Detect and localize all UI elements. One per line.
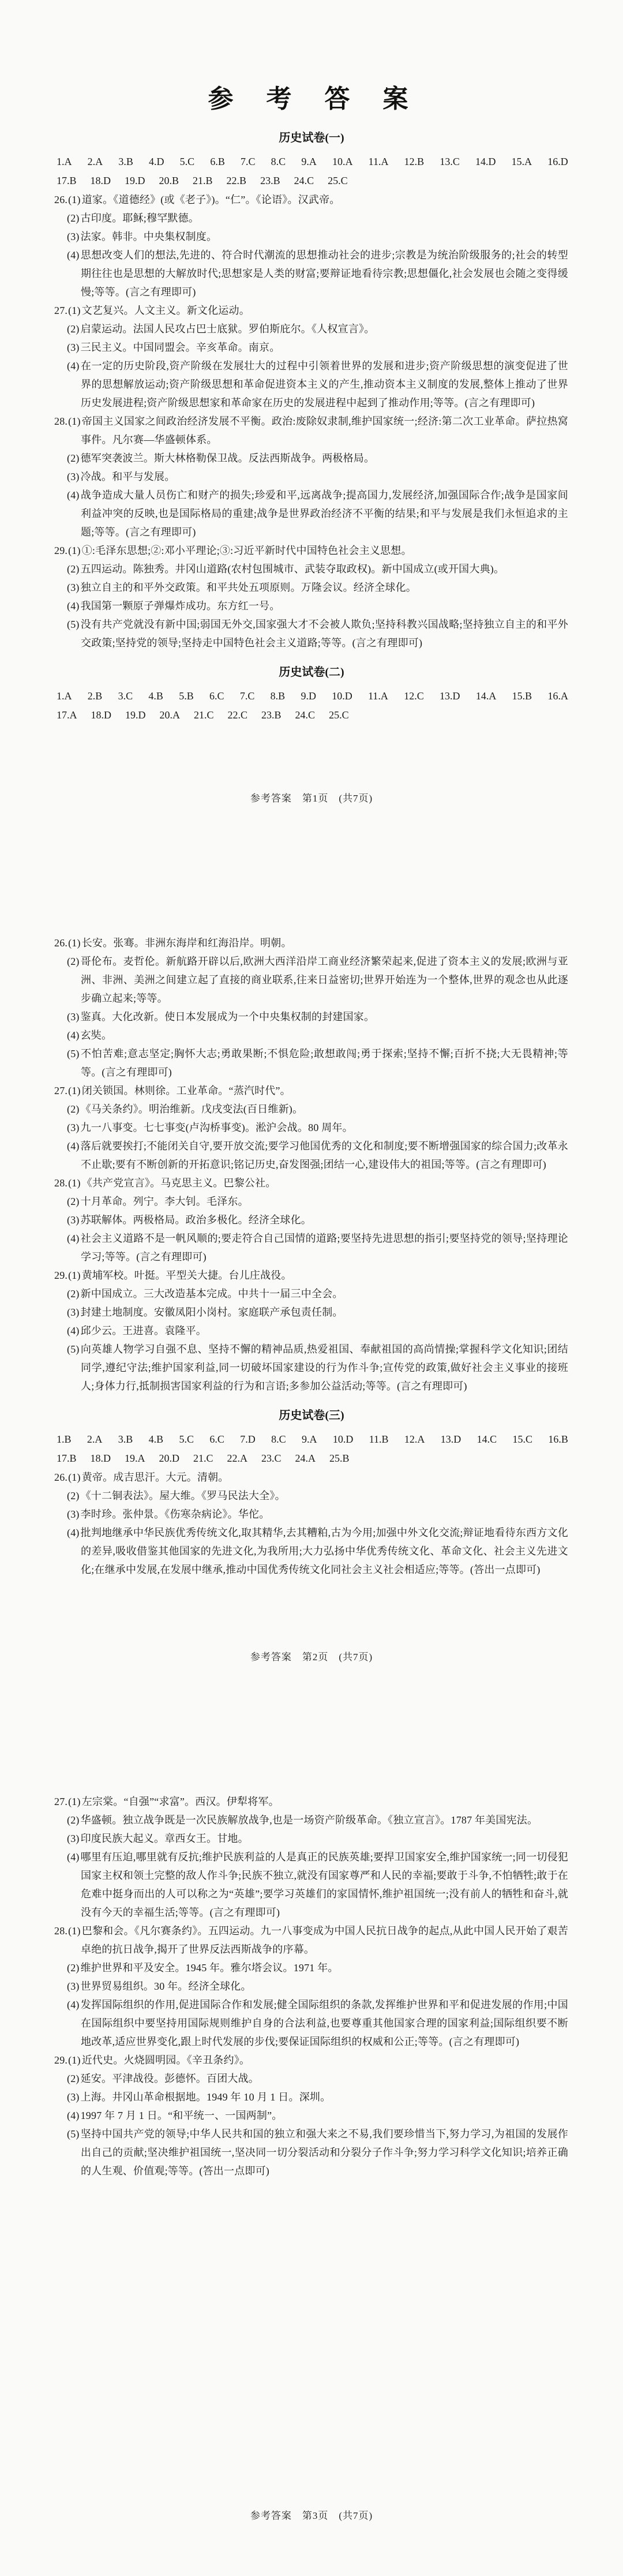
multiple-choice-answers-row (57, 687, 568, 706)
multiple-choice-answers-row (57, 1449, 568, 1468)
answer-text: 没有共产党就没有新中国;弱国无外交,国家强大才不会被人欺负;坚持科教兴国战略;坚持独立自主的和平外交政策;坚持党的领导;坚持走中国特色社会主义道路;等等。(言之有理即可) (80, 619, 568, 649)
answer-text: 五四运动。陈独秀。井冈山道路(农村包围城市、武装夺取政权)。新中国成立(或开国大典)。 (80, 563, 505, 575)
choice-answer: 7.D (240, 1433, 256, 1445)
answer-text: 思想改变人们的想法,先进的、符合时代潮流的思想推动社会的进步;宗教是为统治阶级服务的;社会的转型期往往也是思想的大解放时代;思想家是人类的财富;要辩证地看待宗教;思想僵化,社会发展也会随之变得缓慢;等等。(言之有理即可) (80, 249, 568, 298)
choice-answer: 8.B (270, 690, 286, 702)
sub-question-number: (1) (68, 1925, 81, 1937)
answer-text: 黄埔军校。叶挺。平型关大捷。台儿庄战役。 (81, 1270, 292, 1281)
answer-text: 维护世界和平及安全。1945 年。雅尔塔会议。1971 年。 (80, 1962, 339, 1974)
choice-answer: 18.D (91, 709, 111, 721)
sub-question-number: (5) (67, 619, 80, 630)
answer-text: 玄奘。 (80, 1029, 112, 1041)
choice-answer: 7.C (240, 156, 256, 167)
sub-question-number: (2) (67, 1814, 80, 1826)
choice-answer: 23.B (261, 709, 282, 721)
sub-question-number: (1) (68, 1085, 81, 1096)
choice-answer: 15.B (512, 690, 532, 702)
answer-text: 批判地继承中华民族优秀传统文化,取其精华,去其糟粕,古为今用;加强中外文化交流;辩证地看待东西方文化的差异,吸收借鉴其他国家的先进文化,为我所用;大力弘扬中华优秀传统文化、革命文化、社会主义先进文化;在继承中发展,在发展中继承,推动中国优秀传统文化同社会主义社会相适应;等等。(答出一点即可) (80, 1527, 568, 1575)
sub-question-number: (3) (67, 2091, 80, 2103)
choice-answer: 23.B (260, 175, 280, 186)
choice-answer: 12.A (404, 1433, 425, 1445)
answer-text: 近代史。火烧圆明园。《辛丑条约》。 (81, 2054, 250, 2066)
answer-text: 战争造成大量人员伤亡和财产的损失;珍爱和平,远离战争;提高国力,发展经济,加强国际合作;战争是国家间利益冲突的反映,也是国际格局的重建;战争是世界政治经济不平衡的结果;和平与发展是我们永恒追求的主题;等等。(言之有理即可) (80, 489, 568, 538)
choice-answer: 17.B (57, 175, 77, 186)
sub-question-number: (5) (67, 1343, 80, 1355)
sub-question-number: (1) (68, 937, 81, 949)
answer-item (35, 227, 568, 246)
question-number: 29. (54, 1270, 68, 1281)
document-title: 参 考 答 案 (208, 85, 415, 113)
sub-question-number: (2) (67, 1962, 80, 1974)
choice-answer: 17.A (57, 709, 77, 721)
sub-question-number: (3) (67, 471, 80, 482)
sub-question-number: (4) (67, 1029, 80, 1041)
sub-question-number: (4) (67, 600, 80, 612)
choice-answer: 1.B (57, 1433, 72, 1445)
answer-item (35, 1848, 568, 1922)
answer-item (35, 1505, 568, 1523)
section-header: 历史试卷(三) (279, 1409, 344, 1422)
sub-question-number: (1) (68, 194, 81, 205)
answer-text: 印度民族大起义。章西女王。甘地。 (80, 1833, 249, 1844)
sub-question-number: (1) (68, 2054, 81, 2066)
sub-question-number: (5) (67, 1048, 80, 1059)
sub-question-number: (4) (67, 249, 80, 261)
choice-answer: 2.A (87, 156, 103, 167)
sub-question-number: (1) (68, 305, 81, 316)
choice-answer: 3.C (118, 690, 133, 702)
answer-item (35, 1995, 568, 2051)
answer-text: 哪里有压迫,哪里就有反抗;维护民族利益的人是真正的民族英雄;要捍卫国家安全,维护国家统一;同一切侵犯国家主权和领土完整的敌人作斗争;民族不独立,就没有国家尊严和人民的幸福;要敢于斗争,不怕牺牲;敢于在危难中挺身而出的人可以称之为“英雄”;要学习英雄们的家国情怀,维护祖国统一;没有前人的牺牲和奋斗,就没有今天的幸福生活;等等。(言之有理即可) (80, 1851, 568, 1918)
answer-text: 不怕苦难;意志坚定;胸怀大志;勇敢果断;不惧危险;敢想敢闯;勇于探索;坚持不懈;百折不挠;大无畏精神;等等。(言之有理即可) (80, 1048, 568, 1078)
answer-item (35, 1192, 568, 1211)
answer-item (35, 1811, 568, 1829)
page-footer: 参考答案 第1页 (共7页) (250, 793, 373, 804)
answer-item (35, 1081, 568, 1100)
sub-question-number: (4) (67, 1527, 80, 1538)
multiple-choice-answers-row (57, 706, 568, 725)
answer-item (35, 1211, 568, 1229)
question-number: 27. (54, 1796, 68, 1807)
answer-text: 左宗棠。“自强”“求富”。西汉。伊犁将军。 (81, 1796, 279, 1807)
sub-question-number: (4) (67, 1233, 80, 1244)
choice-answer: 21.B (193, 175, 213, 186)
choice-answer: 5.C (179, 156, 195, 167)
question-number: 29. (54, 545, 68, 556)
choice-answer: 16.D (547, 156, 568, 167)
answer-item (35, 1008, 568, 1026)
answer-item (35, 1829, 568, 1848)
choice-answer: 7.C (239, 690, 255, 702)
question-number: 28. (54, 1177, 68, 1189)
choice-answer: 5.B (179, 690, 194, 702)
answer-item (35, 1977, 568, 1995)
choice-answer: 14.D (475, 156, 496, 167)
answer-text: 独立自主的和平外交政策。和平共处五项原则。万隆会议。经济全球化。 (80, 582, 416, 593)
choice-answer: 11.A (368, 156, 389, 167)
choice-answer: 19.A (125, 1452, 145, 1464)
page-2-content (0, 859, 623, 1579)
answer-text: 新中国成立。三大改造基本完成。中共十一届三中全会。 (80, 1288, 343, 1300)
choice-answer: 13.D (440, 690, 460, 702)
question-number: 26. (54, 194, 68, 205)
page-footer: 参考答案 第2页 (共7页) (250, 1652, 373, 1663)
sub-question-number: (4) (67, 1999, 80, 2010)
choice-answer: 16.B (548, 1433, 568, 1445)
answer-text: 延安。平津战役。彭德怀。百团大战。 (80, 2073, 259, 2084)
answer-item (35, 541, 568, 560)
answer-text: 法家。韩非。中央集权制度。 (80, 231, 217, 242)
answer-item (35, 2051, 568, 2069)
answer-text: 我国第一颗原子弹爆炸成功。东方红一号。 (80, 600, 280, 612)
choice-answer: 24.A (295, 1452, 316, 1464)
choice-answer: 2.A (87, 1433, 103, 1445)
page-3 (0, 1717, 623, 2576)
choice-answer: 25.B (329, 1452, 350, 1464)
question-number: 27. (54, 1085, 68, 1096)
answer-text: 长安。张骞。非洲东海岸和红海沿岸。明朝。 (81, 937, 292, 949)
choice-answer: 10.A (332, 156, 353, 167)
sub-question-number: (2) (67, 452, 80, 464)
answer-item (35, 1118, 568, 1137)
answer-text: 在一定的历史阶段,资产阶级在发展壮大的过程中引领着世界的发展和进步;资产阶级思想的演变促进了世界的思想解放运动;资产阶级思想和革命促进资本主义的产生,推动资本主义制度的发展,整体上推动了世界历史发展进程;资产阶级思想家和革命家在历史的发展进程中起到了推动作用;等等。(言之有理即可) (80, 360, 568, 409)
sub-question-number: (3) (67, 342, 80, 353)
answer-text: 《马关条约》。明治维新。戊戌变法(百日维新)。 (80, 1103, 303, 1115)
choice-answer: 16.A (547, 690, 568, 702)
choice-answer: 13.D (440, 1433, 461, 1445)
page-2 (0, 859, 623, 1717)
sub-question-number: (3) (67, 1214, 80, 1226)
answer-text: 《共产党宣言》。马克思主义。巴黎公社。 (81, 1177, 276, 1189)
section-header: 历史试卷(二) (279, 666, 344, 679)
answer-item (35, 1523, 568, 1579)
answer-text: 向英雄人物学习自强不息、坚持不懈的精神品质,热爱祖国、奉献祖国的高尚情操;掌握科学文化知识;团结同学,遵纪守法;维护国家利益,同一切破坏国家建设的行为作斗争;宣传党的政策,做好社会主义事业的接班人;身体力行,抵制损害国家利益的行为和言语;多参加公益活动;等等。(言之有理即可) (80, 1343, 568, 1392)
answer-item (35, 412, 568, 449)
answer-text: 古印度。耶稣;穆罕默德。 (80, 212, 199, 224)
answer-text: 邱少云。王进喜。袁隆平。 (80, 1325, 207, 1336)
choice-answer: 6.B (210, 156, 225, 167)
choice-answer: 3.B (118, 156, 133, 167)
choice-answer: 1.A (57, 156, 72, 167)
answer-text: 三民主义。中国同盟会。辛亥革命。南京。 (80, 342, 280, 353)
answer-item (35, 1487, 568, 1505)
sub-question-number: (1) (68, 1796, 81, 1807)
page-footer: 参考答案 第3页 (共7页) (250, 2510, 373, 2521)
sub-question-number: (3) (67, 1122, 80, 1133)
sub-question-number: (5) (67, 2128, 80, 2140)
choice-answer: 12.C (404, 690, 424, 702)
answer-item (35, 2069, 568, 2088)
answer-item (35, 1303, 568, 1321)
sub-question-number: (1) (68, 415, 81, 427)
answer-text: 黄帝。成吉思汗。大元。清朝。 (81, 1472, 229, 1483)
answer-text: 九一八事变。七七事变(卢沟桥事变)。淞沪会战。80 周年。 (80, 1122, 353, 1133)
answer-text: 落后就要挨打;不能闭关自守,要开放交流;要学习他国优秀的文化和制度;要不断增强国家的综合国力;改革永不止歇;要有不断创新的开拓意识;铭记历史,奋发图强;团结一心,建设伟大的祖国;等等。(言之有理即可) (80, 1140, 568, 1170)
choice-answer: 8.C (271, 1433, 286, 1445)
choice-answer: 2.B (87, 690, 103, 702)
sub-question-number: (2) (67, 1196, 80, 1207)
answer-item (35, 301, 568, 320)
answer-item (35, 486, 568, 541)
question-number: 28. (54, 1925, 68, 1937)
answer-item (35, 246, 568, 301)
choice-answer: 15.A (511, 156, 532, 167)
answer-item (35, 2125, 568, 2180)
answer-text: 1997 年 7 月 1 日。“和平统一、一国两制”。 (80, 2110, 283, 2121)
page-1 (0, 0, 623, 859)
answer-item (35, 320, 568, 338)
choice-answer: 24.C (294, 175, 314, 186)
choice-answer: 19.D (125, 709, 146, 721)
answer-item (35, 449, 568, 467)
answer-text: 李时珍。张仲景。《伤寒杂病论》。华佗。 (80, 1508, 270, 1520)
answer-item (35, 1044, 568, 1081)
choice-answer: 23.C (261, 1452, 282, 1464)
answer-text: ①:毛泽东思想;②:邓小平理论;③:习近平新时代中国特色社会主义思想。 (81, 545, 412, 556)
answer-text: 德军突袭波兰。斯大林格勒保卫战。反法西斯战争。两极格局。 (80, 452, 375, 464)
sub-question-number: (2) (67, 1103, 80, 1115)
answer-item (35, 615, 568, 652)
sub-question-number: (1) (68, 1177, 81, 1189)
answer-item (35, 209, 568, 227)
section-header: 历史试卷(一) (279, 132, 344, 144)
answer-item (35, 1922, 568, 1959)
answer-text: 闭关锁国。林则徐。工业革命。“蒸汽时代”。 (81, 1085, 291, 1096)
choice-answer: 10.D (332, 690, 352, 702)
choice-answer: 9.A (301, 1433, 317, 1445)
choice-answer: 13.C (440, 156, 460, 167)
answer-item (35, 1468, 568, 1487)
question-number: 27. (54, 305, 68, 316)
answer-item (35, 1026, 568, 1044)
sub-question-number: (2) (67, 212, 80, 224)
multiple-choice-answers-row (57, 171, 568, 190)
choice-answer: 12.B (404, 156, 425, 167)
choice-answer: 22.C (227, 709, 248, 721)
answer-text: 道家。《道德经》(或《老子》)。“仁”。《论语》。汉武帝。 (81, 194, 340, 205)
choice-answer: 22.A (227, 1452, 248, 1464)
answer-text: 鉴真。大化改新。使日本发展成为一个中央集权制的封建国家。 (80, 1011, 375, 1023)
answer-item (35, 1285, 568, 1303)
choice-answer: 8.C (271, 156, 286, 167)
sub-question-number: (2) (67, 563, 80, 575)
choice-answer: 14.A (475, 690, 497, 702)
choice-answer: 25.C (329, 709, 349, 721)
page-3-content (0, 1717, 623, 2180)
answer-item (35, 2106, 568, 2125)
choice-answer: 5.C (179, 1433, 194, 1445)
choice-answer: 20.D (159, 1452, 180, 1464)
sub-question-number: (4) (67, 1325, 80, 1336)
answer-item (35, 1340, 568, 1395)
answer-text: 《十二铜表法》。屋大维。《罗马民法大全》。 (80, 1490, 286, 1502)
answer-text: 坚持中国共产党的领导;中华人民共和国的独立和强大来之不易,我们要珍惜当下,努力学习,为祖国的发展作出自己的贡献;坚决维护祖国统一,坚决同一切分裂活动和分裂分子作斗争;努力学习科学文化知识;培养正确的人生观、价值观;等等。(答出一点即可) (80, 2128, 568, 2177)
choice-answer: 20.A (159, 709, 180, 721)
sub-question-number: (3) (67, 1833, 80, 1844)
sub-question-number: (4) (67, 360, 80, 372)
answer-item (35, 1266, 568, 1285)
choice-answer: 6.C (209, 690, 224, 702)
answer-item (35, 578, 568, 597)
answer-text: 帝国主义国家之间政治经济发展不平衡。政治:废除奴隶制,维护国家统一;经济:第二次工业革命。萨拉热窝事件。凡尔赛—华盛顿体系。 (81, 415, 568, 445)
choice-answer: 15.C (512, 1433, 532, 1445)
choice-answer: 4.D (148, 156, 164, 167)
choice-answer: 24.C (295, 709, 316, 721)
answer-item (35, 1959, 568, 1977)
multiple-choice-answers-row (57, 152, 568, 171)
sub-question-number: (2) (67, 323, 80, 335)
answer-item (35, 2088, 568, 2106)
sub-question-number: (2) (67, 2073, 80, 2084)
answer-text: 华盛顿。独立战争既是一次民族解放战争,也是一场资产阶级革命。《独立宣言》。1787 年美国宪法。 (80, 1814, 538, 1826)
choice-answer: 1.A (57, 690, 72, 702)
answer-text: 十月革命。列宁。李大钊。毛泽东。 (80, 1196, 249, 1207)
answer-text: 冷战。和平与发展。 (80, 471, 175, 482)
answer-text: 上海。井冈山革命根据地。1949 年 10 月 1 日。深圳。 (80, 2091, 331, 2103)
answer-item (35, 190, 568, 209)
choice-answer: 18.D (90, 1452, 111, 1464)
multiple-choice-answers-row (57, 1430, 568, 1449)
answer-item (35, 467, 568, 486)
answer-item (35, 357, 568, 412)
answer-item (35, 952, 568, 1008)
sub-question-number: (3) (67, 582, 80, 593)
choice-answer: 10.D (332, 1433, 354, 1445)
sub-question-number: (4) (67, 1140, 80, 1152)
choice-answer: 20.B (159, 175, 179, 186)
answer-item (35, 1792, 568, 1811)
answer-text: 发挥国际组织的作用,促进国际合作和发展;健全国际组织的条款,发挥维护世界和平和促进发展的作用;中国在国际组织中要坚持用国际规则维护自身的合法利益,也要尊重其他国家合理的国家利益;国际组织要不断地改革,适应世界变化,跟上时代发展的步伐;要保证国际组织的权威和公正;等等。(言之有理即可) (80, 1999, 568, 2047)
sub-question-number: (1) (68, 545, 81, 556)
answer-text: 哥伦布。麦哲伦。新航路开辟以后,欧洲大西洋沿岸工商业经济繁荣起来,促进了资本主义的发展;欧洲与亚洲、非洲、美洲之间建立起了直接的商业联系,往来日益密切;世界开始连为一个整体,世界的观念也从此逐步确立起来;等等。 (80, 956, 568, 1004)
sub-question-number: (4) (67, 2110, 80, 2121)
choice-answer: 11.B (369, 1433, 389, 1445)
question-number: 28. (54, 415, 68, 427)
answer-text: 苏联解体。两极格局。政治多极化。经济全球化。 (80, 1214, 312, 1226)
answer-item (35, 597, 568, 615)
choice-answer: 4.B (148, 1433, 164, 1445)
answer-item (35, 934, 568, 952)
choice-answer: 21.C (194, 709, 214, 721)
sub-question-number: (1) (68, 1472, 81, 1483)
sub-question-number: (3) (67, 1980, 80, 1992)
choice-answer: 9.D (301, 690, 316, 702)
choice-answer: 18.D (90, 175, 111, 186)
page-1-content (0, 0, 623, 725)
sub-question-number: (2) (67, 1490, 80, 1502)
choice-answer: 21.C (193, 1452, 213, 1464)
question-number: 29. (54, 2054, 68, 2066)
choice-answer: 9.A (301, 156, 317, 167)
answer-text: 启蒙运动。法国人民攻占巴士底狱。罗伯斯庇尔。《人权宣言》。 (80, 323, 375, 335)
answer-item (35, 338, 568, 357)
choice-answer: 14.C (476, 1433, 497, 1445)
choice-answer: 4.B (148, 690, 163, 702)
answer-text: 社会主义道路不是一帆风顺的;要走符合自己国情的道路;要坚持先进思想的指引;要坚持党的领导;坚持理论学习;等等。(言之有理即可) (80, 1233, 568, 1263)
choice-answer: 3.B (118, 1433, 133, 1445)
answer-item (35, 560, 568, 578)
answer-item (35, 1137, 568, 1174)
question-number: 26. (54, 937, 68, 949)
sub-question-number: (3) (67, 1306, 80, 1318)
choice-answer: 6.C (209, 1433, 224, 1445)
choice-answer: 17.B (57, 1452, 77, 1464)
choice-answer: 25.C (328, 175, 348, 186)
answer-item (35, 1321, 568, 1340)
answer-text: 巴黎和会。《凡尔赛条约》。五四运动。九一八事变成为中国人民抗日战争的起点,从此中国人民开始了艰苦卓绝的抗日战争,揭开了世界反法西斯战争的序幕。 (81, 1925, 568, 1955)
sub-question-number: (3) (67, 231, 80, 242)
question-number: 26. (54, 1472, 68, 1483)
sub-question-number: (4) (67, 1851, 80, 1863)
sub-question-number: (4) (67, 489, 80, 501)
answer-item (35, 1100, 568, 1118)
answer-text: 文艺复兴。人文主义。新文化运动。 (81, 305, 250, 316)
sub-question-number: (1) (68, 1270, 81, 1281)
answer-item (35, 1229, 568, 1266)
answer-text: 世界贸易组织。30 年。经济全球化。 (80, 1980, 252, 1992)
sub-question-number: (2) (67, 956, 80, 967)
choice-answer: 22.B (226, 175, 247, 186)
sub-question-number: (3) (67, 1508, 80, 1520)
sub-question-number: (2) (67, 1288, 80, 1300)
answer-text: 封建土地制度。安徽凤阳小岗村。家庭联产承包责任制。 (80, 1306, 343, 1318)
answer-item (35, 1174, 568, 1192)
choice-answer: 11.A (368, 690, 388, 702)
choice-answer: 19.D (125, 175, 145, 186)
sub-question-number: (3) (67, 1011, 80, 1023)
